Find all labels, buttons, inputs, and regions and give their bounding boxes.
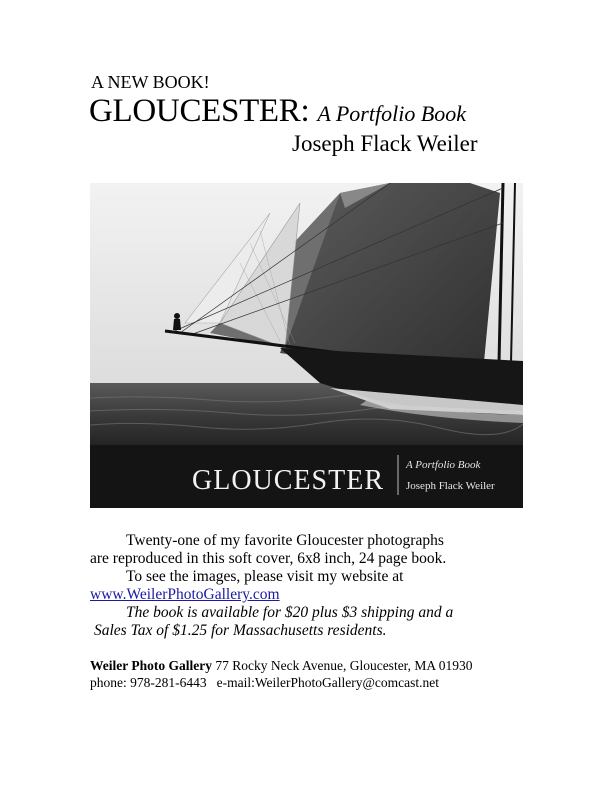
pricing-line: Sales Tax of $1.25 for Massachusetts residents. bbox=[94, 622, 387, 639]
author-name: Joseph Flack Weiler bbox=[292, 131, 478, 156]
kicker-text: A NEW BOOK! bbox=[91, 72, 210, 92]
crew-figure bbox=[173, 313, 181, 330]
description-line: are reproduced in this soft cover, 6x8 inch, 24 page book. bbox=[90, 550, 447, 567]
schooner-photo bbox=[90, 183, 523, 508]
cover-subtitle: A Portfolio Book bbox=[406, 459, 481, 471]
cover-title: GLOUCESTER bbox=[192, 465, 384, 496]
contact-info bbox=[90, 657, 473, 691]
description-line: Twenty-one of my favorite Gloucester photographs bbox=[126, 532, 444, 549]
website-link[interactable]: www.WeilerPhotoGallery.com bbox=[90, 586, 280, 603]
book-cover-image bbox=[90, 183, 523, 508]
email-address: e-mail:WeilerPhotoGallery@comcast.net bbox=[216, 675, 440, 690]
phone-number: phone: 978-281-6443 bbox=[90, 675, 207, 690]
title-subtitle: A Portfolio Book bbox=[317, 101, 467, 126]
pricing-line: The book is available for $20 plus $3 shipping and a bbox=[126, 604, 454, 621]
page-title bbox=[89, 92, 466, 133]
cover-author: Joseph Flack Weiler bbox=[406, 480, 495, 492]
title-main: GLOUCESTER: bbox=[89, 93, 310, 129]
description-line: To see the images, please visit my website at bbox=[126, 568, 404, 585]
book-description bbox=[90, 532, 530, 640]
gallery-name: Weiler Photo Gallery bbox=[90, 658, 212, 673]
gallery-address: 77 Rocky Neck Avenue, Gloucester, MA 01930 bbox=[215, 658, 473, 673]
